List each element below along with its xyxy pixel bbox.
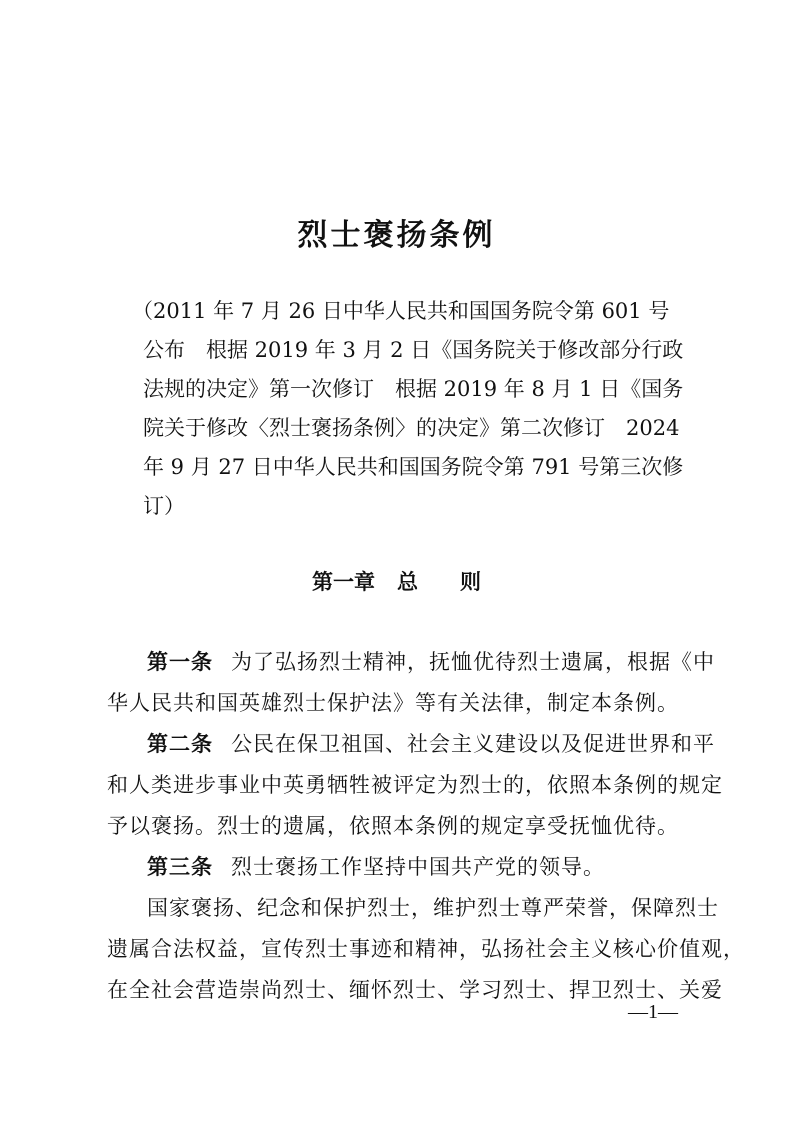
article-3-line: 在全社会营造崇尚烈士、缅怀烈士、学习烈士、捍卫烈士、关爱 bbox=[107, 978, 723, 1002]
article-3-line: 国家褒扬、纪念和保护烈士，维护烈士尊严荣誉，保障烈士 bbox=[147, 896, 719, 920]
article-3-line: 遗属合法权益，宣传烈士事迹和精神，弘扬社会主义核心价值观， bbox=[107, 937, 745, 961]
article-3-line bbox=[107, 847, 697, 888]
page-title: 烈士褒扬条例 bbox=[297, 218, 496, 253]
article-label: 第三条 bbox=[147, 855, 213, 879]
article-1-line: 华人民共和国英雄烈士保护法》等有关法律，制定本条例。 bbox=[107, 691, 679, 715]
revision-note bbox=[132, 292, 684, 526]
revision-line: 法规的决定》第一次修订 根据 2019 年 8 月 1 日《国务 bbox=[143, 377, 684, 401]
article-2-line: 和人类进步事业中英勇牺牲被评定为烈士的，依照本条例的规定 bbox=[107, 773, 723, 797]
article-label: 第一条 bbox=[147, 650, 213, 674]
revision-line: 年 9 月 27 日中华人民共和国国务院令第 791 号第三次修 bbox=[143, 455, 684, 479]
chapter-title: 总 则 bbox=[396, 570, 481, 594]
revision-line: （2011 年 7 月 26 日中华人民共和国国务院令第 601 号 bbox=[132, 299, 670, 323]
article-1-line bbox=[107, 642, 715, 683]
body-text bbox=[107, 642, 745, 1011]
article-text: 为了弘扬烈士精神，抚恤优待烈士遗属，根据《中 bbox=[231, 650, 715, 674]
revision-line: 公布 根据 2019 年 3 月 2 日《国务院关于修改部分行政 bbox=[143, 338, 684, 362]
page-number: —1— bbox=[628, 1001, 678, 1023]
chapter-number: 第一章 bbox=[312, 570, 376, 594]
chapter-heading bbox=[0, 562, 793, 602]
article-2-line bbox=[107, 724, 715, 765]
revision-line: 院关于修改〈烈士褒扬条例〉的决定》第二次修订 2024 bbox=[143, 416, 680, 440]
article-text: 烈士褒扬工作坚持中国共产党的领导。 bbox=[231, 855, 605, 879]
revision-line: 订） bbox=[143, 494, 185, 518]
article-2-line: 予以褒扬。烈士的遗属，依照本条例的规定享受抚恤优待。 bbox=[107, 814, 679, 838]
article-text: 公民在保卫祖国、社会主义建设以及促进世界和平 bbox=[231, 732, 715, 756]
article-label: 第二条 bbox=[147, 732, 213, 756]
